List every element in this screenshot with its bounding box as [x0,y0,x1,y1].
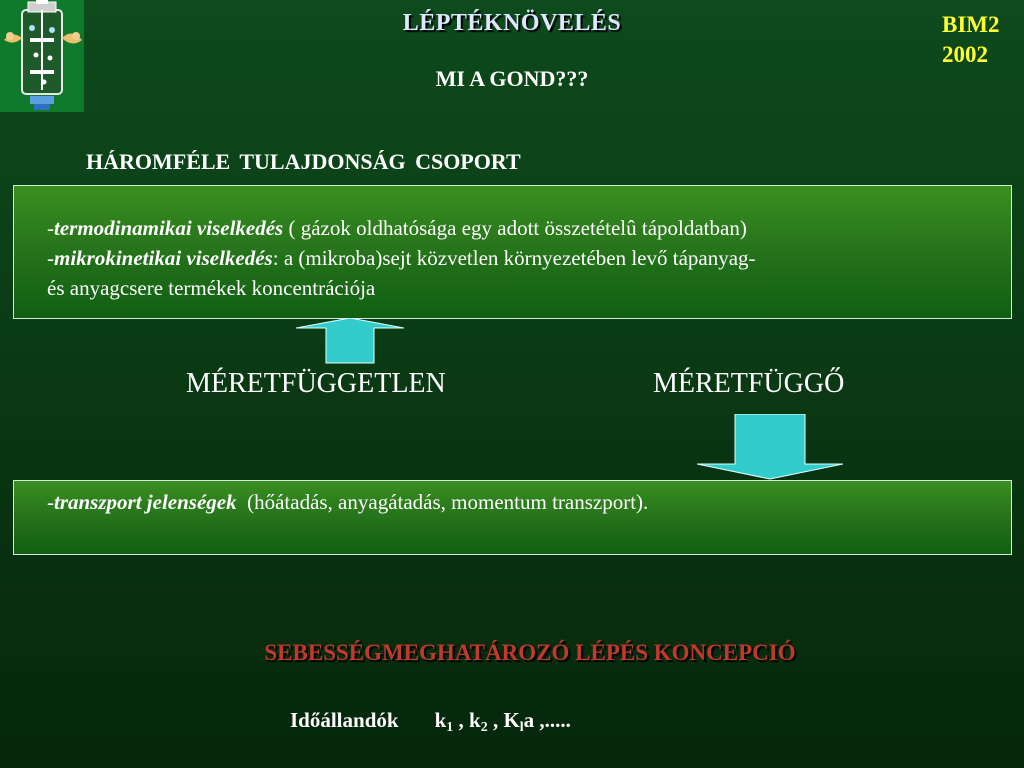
time-constants-line [290,708,571,733]
size-independent-label: MÉRETFÜGGETLEN [186,368,446,399]
kl-separator: , K [487,708,520,732]
concept-heading: SEBESSÉGMEGHATÁROZÓ LÉPÉS KONCEPCIÓ [264,640,796,665]
arrow-up-icon [296,318,404,369]
bullet-dash: - [47,216,54,240]
k2-subscript: 2 [480,720,488,735]
thermodynamic-line [47,213,1011,243]
k-symbol: k [434,708,447,732]
thermodynamic-desc: ( gázok oldhatósága egy adott összetételû tápoldatban) [283,216,747,240]
kla-tail: a ,..... [523,708,571,732]
k1-subscript: 1 [446,720,454,735]
bullet-dash: - [47,246,54,270]
microkinetic-line [47,243,1011,273]
k2-separator: , k [453,708,481,732]
transport-desc: (hőátadás, anyagátadás, momentum transzport). [236,490,649,514]
arrow-down-icon [697,414,843,485]
slide-title: LÉPTÉKNÖVELÉS [402,10,622,36]
thermodynamic-term: termodinamikai viselkedés [54,216,284,240]
course-year: 2002 [942,42,988,67]
section-heading: HÁROMFÉLE TULAJDONSÁG CSOPORT [86,149,521,174]
size-dependent-label: MÉRETFÜGGŐ [653,368,845,399]
transport-box [13,480,1012,555]
microkinetic-term: mikrokinetikai viselkedés [54,246,273,270]
course-code: BIM2 [942,12,1000,37]
properties-box [13,185,1012,319]
bullet-dash: - [47,490,54,514]
slide-subtitle: MI A GOND??? [435,66,589,91]
transport-line [47,487,1011,517]
microkinetic-continuation: és anyagcsere termékek koncentrációja [47,276,376,300]
course-label [942,10,1000,70]
time-constants-label: Időállandók [290,708,399,732]
kl-subscript: l [519,720,524,735]
transport-term: transzport jelenségek [54,490,237,514]
microkinetic-desc: : a (mikroba)sejt közvetlen környezetében levő tápanyag- [272,246,756,270]
